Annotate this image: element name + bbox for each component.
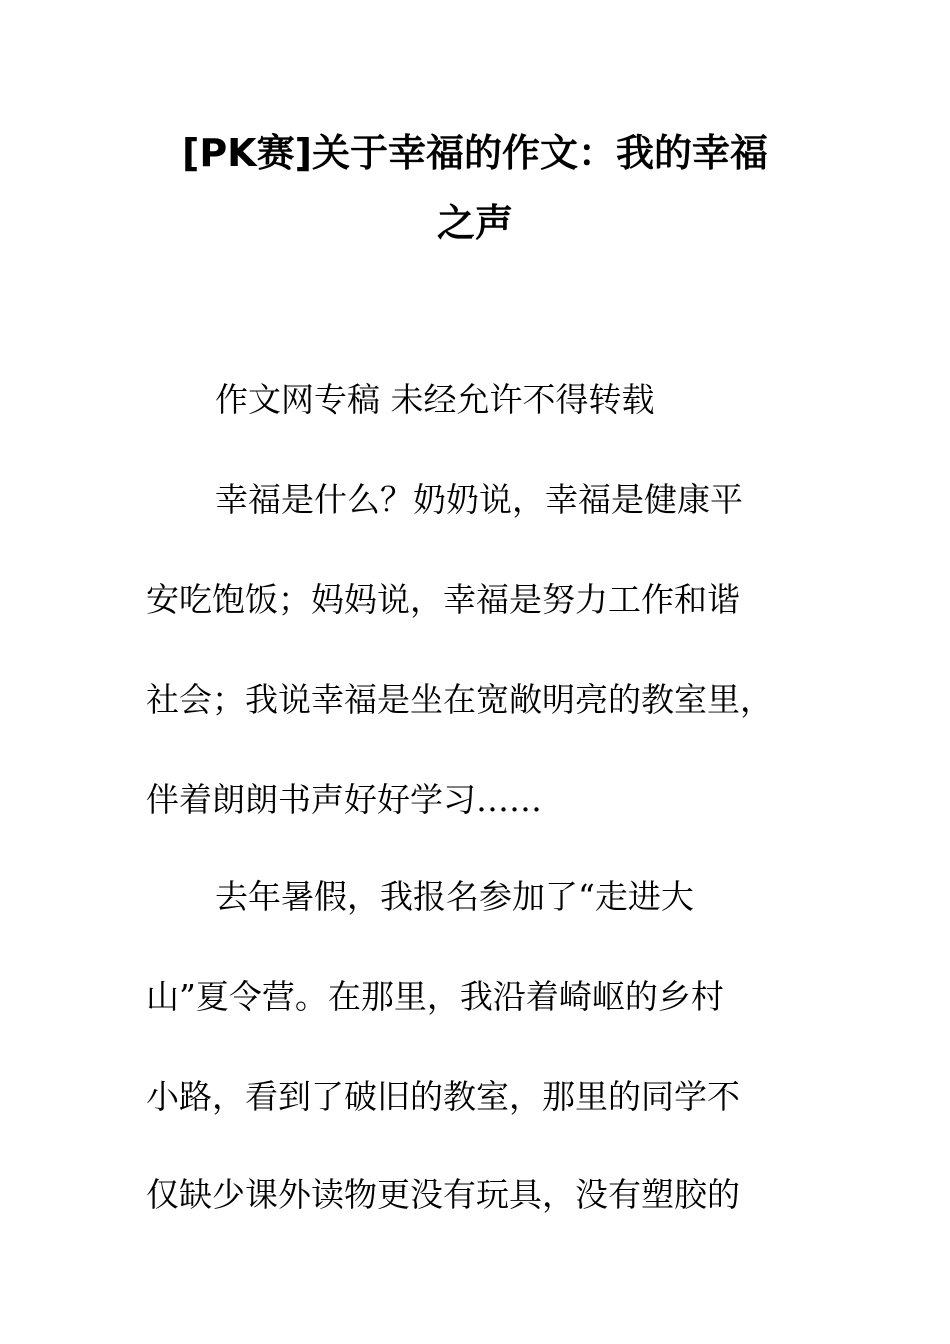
paragraph-2-line-1: 去年暑假，我报名参加了“走进大 bbox=[215, 877, 694, 916]
paragraph-2-line-4: 仅缺少课外读物更没有玩具，没有塑胶的 bbox=[146, 1175, 740, 1214]
paragraph-2-line-2: 山”夏令营。在那里，我沿着崎岖的乡村 bbox=[146, 977, 724, 1016]
paragraph-1-line-3: 社会；我说幸福是坐在宽敞明亮的教室里， bbox=[146, 680, 773, 719]
paragraph-1-line-4: 伴着朗朗书声好好学习…… bbox=[146, 780, 542, 819]
paragraph-1-line-2: 安吃饱饭；妈妈说，幸福是努力工作和谐 bbox=[146, 580, 740, 619]
paragraph-1-line-1: 幸福是什么？奶奶说，幸福是健康平 bbox=[215, 480, 743, 519]
document-title-line-2: 之声 bbox=[436, 201, 513, 245]
byline: 作文网专稿 未经允许不得转载 bbox=[215, 380, 655, 419]
paragraph-2-line-3: 小路，看到了破旧的教室，那里的同学不 bbox=[146, 1077, 740, 1116]
document-title-line-1: [PK赛]关于幸福的作文：我的幸福 bbox=[181, 131, 769, 175]
